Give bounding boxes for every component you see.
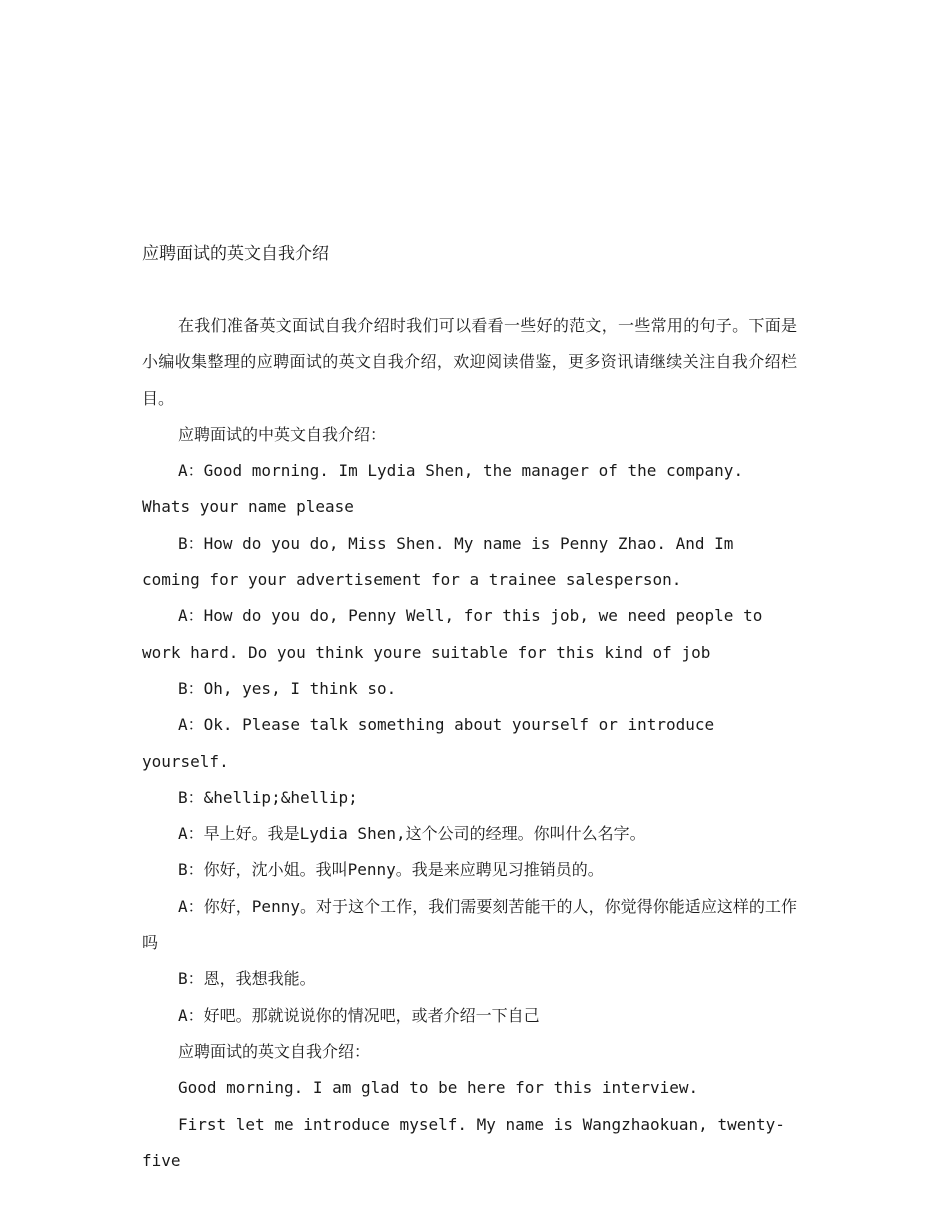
dialogue-line: B：How do you do, Miss Shen. My name is Penny Zhao. And Im coming for your advertisement for a trainee salesperson. [142, 533, 734, 590]
dialogue-line: A：Ok. Please talk something about yourself or introduce yourself. [142, 715, 715, 771]
sample-paragraph: First let me introduce myself. My name is Wangzhaokuan, twenty-five [142, 1114, 785, 1170]
document-body [142, 308, 797, 1179]
dialogue-line-cn: B：恩，我想我能。 [178, 969, 316, 989]
dialogue-line: A：How do you do, Penny Well, for this job, we need people to work hard. Do you think youre suitable for this kind of job [142, 606, 763, 662]
section-heading-bilingual: 应聘面试的中英文自我介绍： [178, 424, 387, 444]
document-title: 应聘面试的英文自我介绍 [142, 244, 329, 264]
section-heading-english: 应聘面试的英文自我介绍： [178, 1041, 371, 1061]
sample-paragraph: Good morning. I am glad to be here for this interview. [178, 1078, 699, 1098]
dialogue-line-cn: A：你好，Penny。对于这个工作，我们需要刻苦能干的人，你觉得你能适应这样的工作吗 [142, 896, 797, 953]
intro-paragraph: 在我们准备英文面试自我介绍时我们可以看看一些好的范文，一些常用的句子。下面是小编收集整理的应聘面试的英文自我介绍，欢迎阅读借鉴，更多资讯请继续关注自我介绍栏目。 [142, 316, 797, 408]
dialogue-line-cn: A：早上好。我是Lydia Shen,这个公司的经理。你叫什么名字。 [178, 824, 646, 844]
dialogue-line: B：&hellip;&hellip; [178, 787, 358, 807]
dialogue-line-cn: A：好吧。那就说说你的情况吧，或者介绍一下自己 [178, 1005, 540, 1025]
dialogue-line: A：Good morning. Im Lydia Shen, the manager of the company. Whats your name please [142, 461, 744, 517]
dialogue-line-cn: B：你好，沈小姐。我叫Penny。我是来应聘见习推销员的。 [178, 860, 604, 880]
dialogue-line: B：Oh, yes, I think so. [178, 678, 397, 698]
